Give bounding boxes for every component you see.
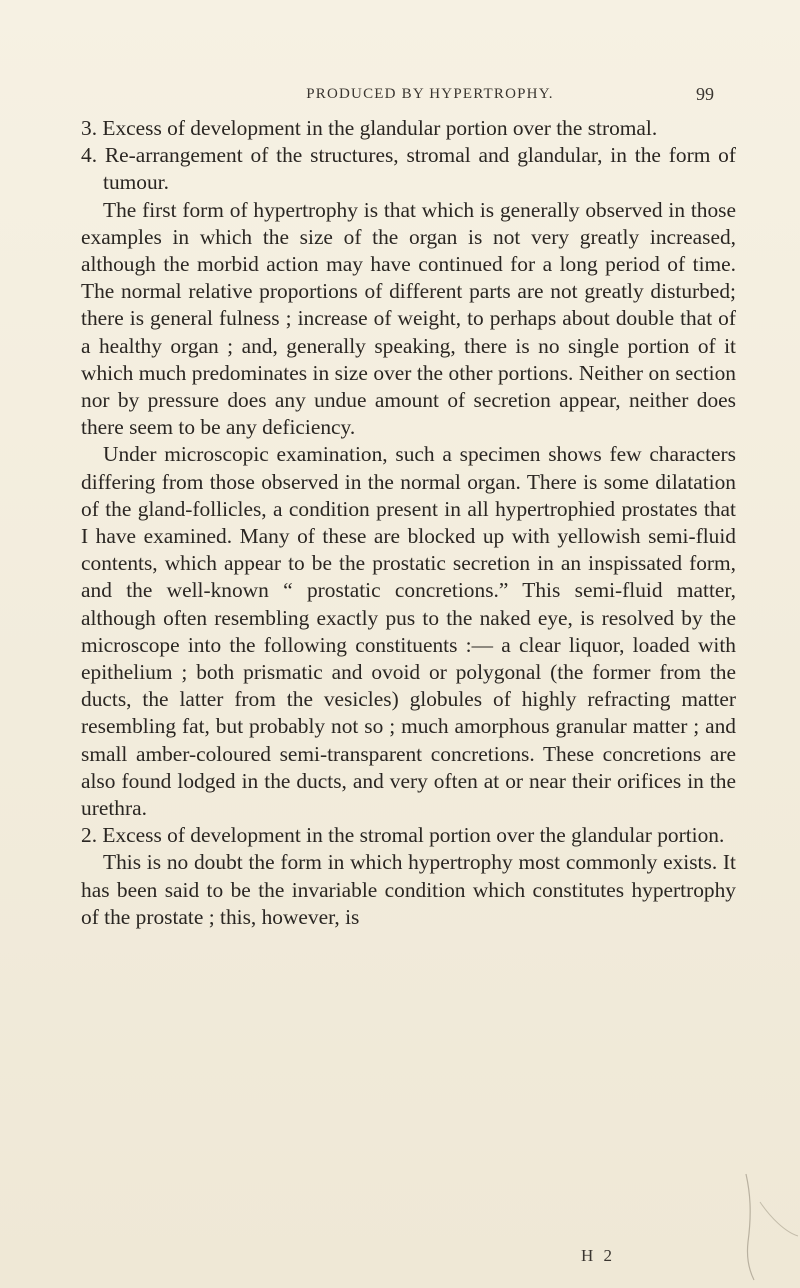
paper-crease-mark <box>740 1172 800 1282</box>
paragraph-microscopic: Under microscopic examination, such a specimen shows few characters differing from those observed in the normal organ. There is some dilatation of the gland-follicles, a condition present in all hypertrophied prostates that I have examined. Many of these are blocked up with yellowish semi-fluid contents, which appear to be the prostatic secretion in an inspissated form, and the well-known “ prostatic concretions.” This semi-fluid matter, although often resembling exactly pus to the naked eye, is resolved by the microscope into the following constituents :— a clear liquor, loaded with epithelium ; both prismatic and ovoid or polygonal (the former from the ducts, the latter from the vesicles) globules of highly refracting matter resembling fat, but probably not so ; much amorphous granular matter ; and small amber-coloured semi-transparent concretions. These concretions are also found lodged in the ducts, and very often at or near their orifices in the urethra. <box>81 442 736 821</box>
signature-mark: H 2 <box>581 1246 616 1265</box>
page-number: 99 <box>696 84 714 104</box>
paragraph-first-form: The first form of hypertrophy is that which is generally observed in those examples in which the size of the organ is not very greatly increased, although the morbid action may have continued for a long period of time. The normal relative proportions of different parts are not greatly disturbed; there is general fulness ; increase of weight, to perhaps about double that of a healthy organ ; and, generally speaking, there is no single portion of it which much predominates in size over the other portions. Neither on section nor by pressure does any undue amount of secretion appear, neither does there seem to be any deficiency. <box>81 197 736 440</box>
running-head: PRODUCED BY HYPERTROPHY. <box>306 86 554 102</box>
list-item-4: 4. Re-arrangement of the structures, stromal and glandular, in the form of tumour. <box>81 143 736 195</box>
list-item-3: 3. Excess of development in the glandular portion over the stromal. <box>81 116 658 140</box>
section-heading-2: 2. Excess of development in the stromal portion over the glandular portion. <box>81 823 725 848</box>
body-text <box>81 115 736 931</box>
paragraph-stromal: This is no doubt the form in which hypertrophy most commonly exists. It has been said to be the invariable condition which constitutes hypertrophy of the prostate ; this, however, is <box>81 850 736 929</box>
